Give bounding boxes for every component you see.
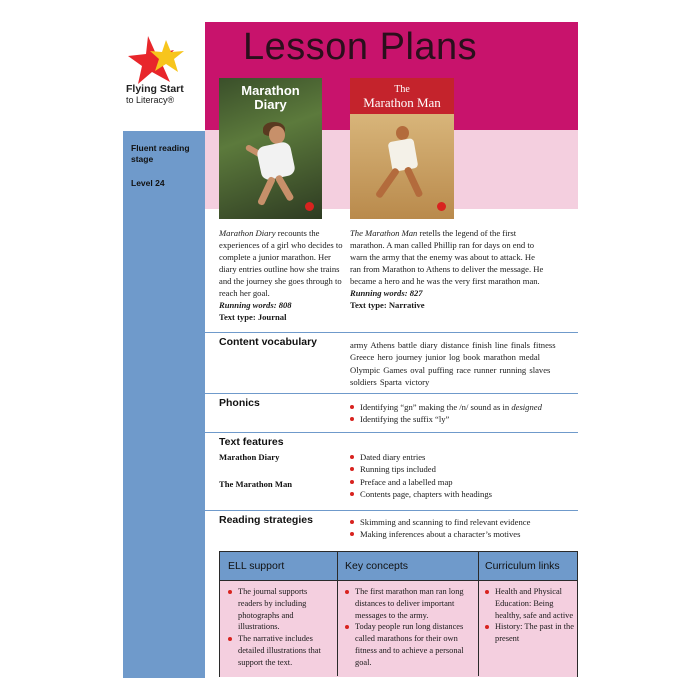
column-header-ell: ELL support <box>228 560 285 572</box>
list-item: The journal supports readers by including photographs and illustrations. <box>228 586 332 633</box>
book-cover-marathon-diary <box>219 78 322 219</box>
phonics-heading: Phonics <box>219 397 260 409</box>
curriculum-links-cell <box>485 586 575 645</box>
runner-leg <box>257 176 276 206</box>
column-header-curriculum: Curriculum links <box>485 560 560 572</box>
text-type: Text type: Narrative <box>350 300 425 310</box>
section-divider <box>205 432 578 433</box>
vocab-heading: Content vocabulary <box>219 336 318 348</box>
column-header-concepts: Key concepts <box>345 560 409 572</box>
list-item: Preface and a labelled map <box>350 476 492 488</box>
column-divider <box>478 552 479 676</box>
book-summary: retells the legend of the first marathon. A man called Phillip ran for days on end to warn the army that the enemy was about to attack. He ran from Marathon to Athens to deliver the message. He became a hero and he was the very first marathon man. <box>350 228 544 286</box>
list-item: Identifying the suffix “ly” <box>350 413 542 425</box>
list-item: Dated diary entries <box>350 451 436 463</box>
list-item: The first marathon man ran long distances to deliver important messages to the army. <box>345 586 473 621</box>
cover-title: Marathon Diary <box>241 83 300 112</box>
publisher-badge-icon <box>437 202 446 211</box>
runner-tunic <box>388 138 419 172</box>
list-item: Health and Physical Education: Being healthy, safe and active <box>485 586 575 621</box>
support-table <box>219 551 578 677</box>
list-item: Contents page, chapters with headings <box>350 488 492 500</box>
section-divider <box>205 510 578 511</box>
text-features-book1: Marathon Diary <box>219 452 280 462</box>
book-description-marathon-man <box>350 227 545 311</box>
list-item: Making inferences about a character’s motives <box>350 528 530 540</box>
book-description-marathon-diary <box>219 227 343 323</box>
vocab-list: army Athens battle diary distance finish line finals fitness Greece hero journey junior log book marathon medal Olympic Games oval puffing race runner running slaves soldiers Sparta victory <box>350 340 556 388</box>
section-divider <box>205 332 578 333</box>
ell-support-cell <box>228 586 332 669</box>
level-label: Level 24 <box>131 178 165 188</box>
phonics-example-word: designed <box>511 402 542 412</box>
cover-title-big: Marathon Man <box>363 95 441 110</box>
section-divider <box>205 393 578 394</box>
runner-leg <box>274 174 294 202</box>
text-features-heading: Text features <box>219 436 284 448</box>
book-title: Marathon Diary <box>219 228 276 238</box>
text-type: Text type: Journal <box>219 312 287 322</box>
key-concepts-cell <box>345 586 473 669</box>
book-summary: recounts the experiences of a girl who decides to complete a junior marathon. Her diary entries outline how she trains and the journey she goes through to reach her goal. <box>219 228 343 298</box>
logo-sub: to Literacy® <box>126 95 175 105</box>
sidebar <box>123 131 205 678</box>
column-divider <box>337 552 338 676</box>
text-features-book2: The Marathon Man <box>219 479 293 489</box>
cover-title-small: The <box>394 84 410 95</box>
phonics-list <box>350 401 542 425</box>
reading-stage-label: Fluent reading stage <box>131 143 190 164</box>
reading-stage <box>131 143 193 165</box>
list-item: Today people run long distances called marathons for their own fitness and to achieve a personal goal. <box>345 621 473 668</box>
reading-list <box>350 516 530 540</box>
phonics-item-text: Identifying “gn” making the /n/ sound as in <box>360 402 512 412</box>
list-item: Running tips included <box>350 463 436 475</box>
text-features-list-book1 <box>350 451 436 475</box>
running-words: Running words: 827 <box>350 288 423 298</box>
book-cover-marathon-man <box>350 78 454 219</box>
list-item: History: The past in the present <box>485 621 575 645</box>
list-item <box>350 401 542 413</box>
publisher-badge-icon <box>305 202 314 211</box>
reading-heading: Reading strategies <box>219 514 313 526</box>
list-item: Skimming and scanning to find relevant evidence <box>350 516 530 528</box>
page-title: Lesson Plans <box>243 26 478 68</box>
logo-name: Flying Start <box>126 83 184 95</box>
runner-body <box>256 141 296 181</box>
logo-wordmark <box>126 84 184 106</box>
running-words: Running words: 808 <box>219 300 292 310</box>
cover-title <box>350 83 454 109</box>
list-item: The narrative includes detailed illustrations that support the text. <box>228 633 332 668</box>
text-features-list-book2 <box>350 476 492 500</box>
book-title: The Marathon Man <box>350 228 418 238</box>
